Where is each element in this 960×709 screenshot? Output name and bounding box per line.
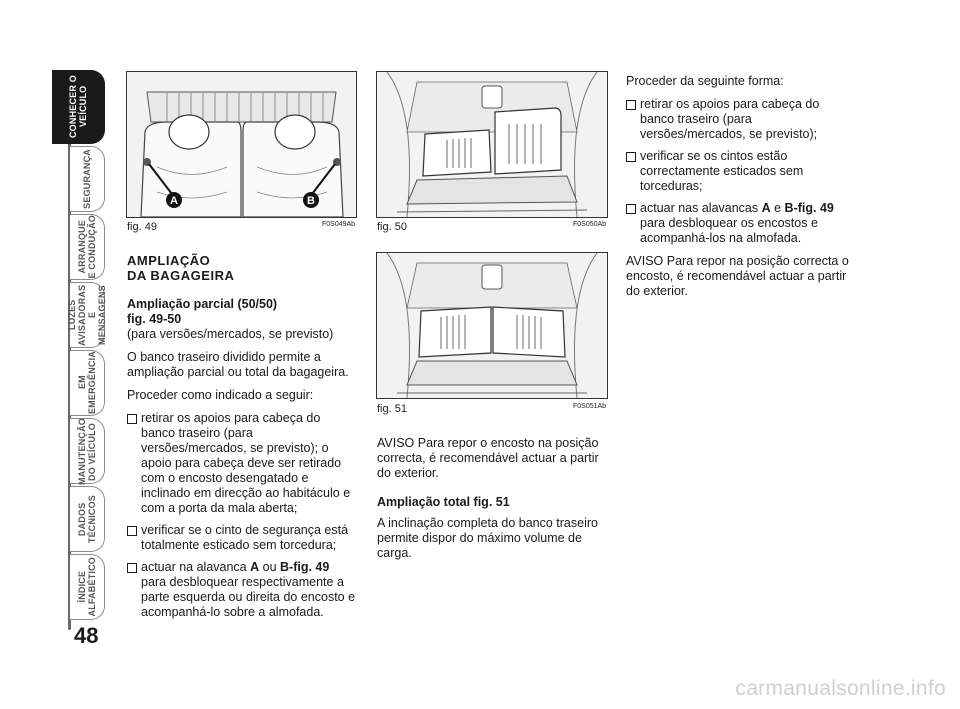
partial-fold-illustration [377, 72, 607, 217]
checkbox-bullet-icon [127, 414, 137, 424]
tab-label: SEGURANÇA [82, 149, 92, 209]
tab-label: EM EMERGÊNCIA [77, 351, 97, 415]
list-item: actuar na alavanca A ou B-fig. 49 para desbloquear respectivamente a parte esquerda ou direita do encosto e acompanhá-lo sobre a almofada. [127, 560, 356, 620]
tab-indice-alfabetico[interactable] [70, 554, 105, 620]
figure-50-code: F0S050Ab [573, 221, 607, 228]
tab-label: DADOS TÉCNICOS [77, 494, 97, 544]
list-item: retirar os apoios para cabeça do banco traseiro (para versões/mercados, se previsto); [626, 97, 856, 142]
subheading-fig-ref: fig. 49-50 [127, 312, 182, 326]
subheading-total: Ampliação total fig. 51 [377, 495, 510, 509]
list-item: verificar se o cinto de segurança está totalmente esticado sem torcedura; [127, 523, 356, 553]
paragraph-aviso: AVISO Para repor na posição correcta o encosto, é recomendável actuar a partir do exterior. [626, 254, 849, 298]
tab-seguranca[interactable] [70, 146, 105, 212]
list-item: verificar se os cintos estão correctamente esticados sem torceduras; [626, 149, 856, 194]
total-fold-illustration [377, 253, 607, 398]
figure-49-caption: fig. 49 [127, 221, 157, 233]
lever-b-label: B [307, 195, 315, 207]
tab-em-emergencia[interactable] [70, 350, 105, 416]
versions-note: (para versões/mercados, se previsto) [127, 327, 334, 341]
checkbox-bullet-icon [626, 152, 636, 162]
tab-arranque-e-conducao[interactable] [70, 214, 105, 280]
tab-label: CONHECER O VEÍCULO [68, 75, 88, 139]
paragraph-aviso: AVISO Para repor o encosto na posição correcta, é recomendável actuar a partir do exterior. [377, 436, 599, 480]
column-1 [127, 253, 356, 628]
checkbox-bullet-icon [626, 100, 636, 110]
paragraph-proceed: Proceder como indicado a seguir: [127, 388, 314, 402]
tab-luzes-avisadoras[interactable] [67, 282, 107, 348]
figure-51-caption: fig. 51 [377, 403, 407, 415]
tab-dados-tecnicos[interactable] [70, 486, 105, 552]
instruction-list [626, 97, 856, 246]
column-3 [626, 74, 856, 307]
figure-50-partial-fold [376, 71, 608, 218]
watermark: carmanualsonline.info [735, 677, 946, 700]
lever-a-label: A [170, 195, 178, 207]
paragraph-intro: O banco traseiro dividido permite a ampliação parcial ou total da bagageira. [127, 350, 349, 379]
rear-seat-illustration [127, 72, 356, 217]
tab-label: ÍNDICE ALFABÉTICO [77, 557, 97, 617]
list-item: retirar os apoios para cabeça do banco traseiro (para versões/mercados, se previsto); o apoio para cabeça deve ser retirado com o encosto desengatado e inclinado em direcção ao habitáculo e com a porta da mala aberta; [127, 411, 356, 516]
figure-49-rear-seat [126, 71, 357, 218]
figure-51-total-fold [376, 252, 608, 399]
figure-49-code: F0S049Ab [322, 221, 356, 228]
tab-label: ARRANQUE E CONDUÇÃO [77, 215, 97, 279]
checkbox-bullet-icon [626, 204, 636, 214]
subheading-partial: Ampliação parcial (50/50) [127, 297, 278, 311]
section-heading: AMPLIAÇÃO DA BAGAGEIRA [127, 253, 235, 283]
tab-label: LUZES AVISADORAS E MENSAGENS [67, 284, 107, 346]
figure-50-caption: fig. 50 [377, 221, 407, 233]
tab-manutencao-do-veiculo[interactable] [70, 418, 105, 484]
instruction-list [127, 411, 356, 620]
checkbox-bullet-icon [127, 526, 137, 536]
page-number: 48 [74, 623, 99, 648]
paragraph-total: A inclinação completa do banco traseiro permite dispor do máximo volume de carga. [377, 516, 598, 560]
paragraph-proceed: Proceder da seguinte forma: [626, 74, 784, 88]
checkbox-bullet-icon [127, 563, 137, 573]
chapter-sidebar [0, 70, 110, 630]
list-item: actuar nas alavancas A e B-fig. 49 para desbloquear os encostos e acompanhá-los na almofada. [626, 201, 856, 246]
tab-label: MANUTENÇÃO DO VEÍCULO [77, 417, 97, 485]
tab-conhecer-o-veiculo[interactable] [52, 70, 105, 144]
column-2 [377, 436, 606, 569]
figure-51-code: F0S051Ab [573, 403, 607, 410]
